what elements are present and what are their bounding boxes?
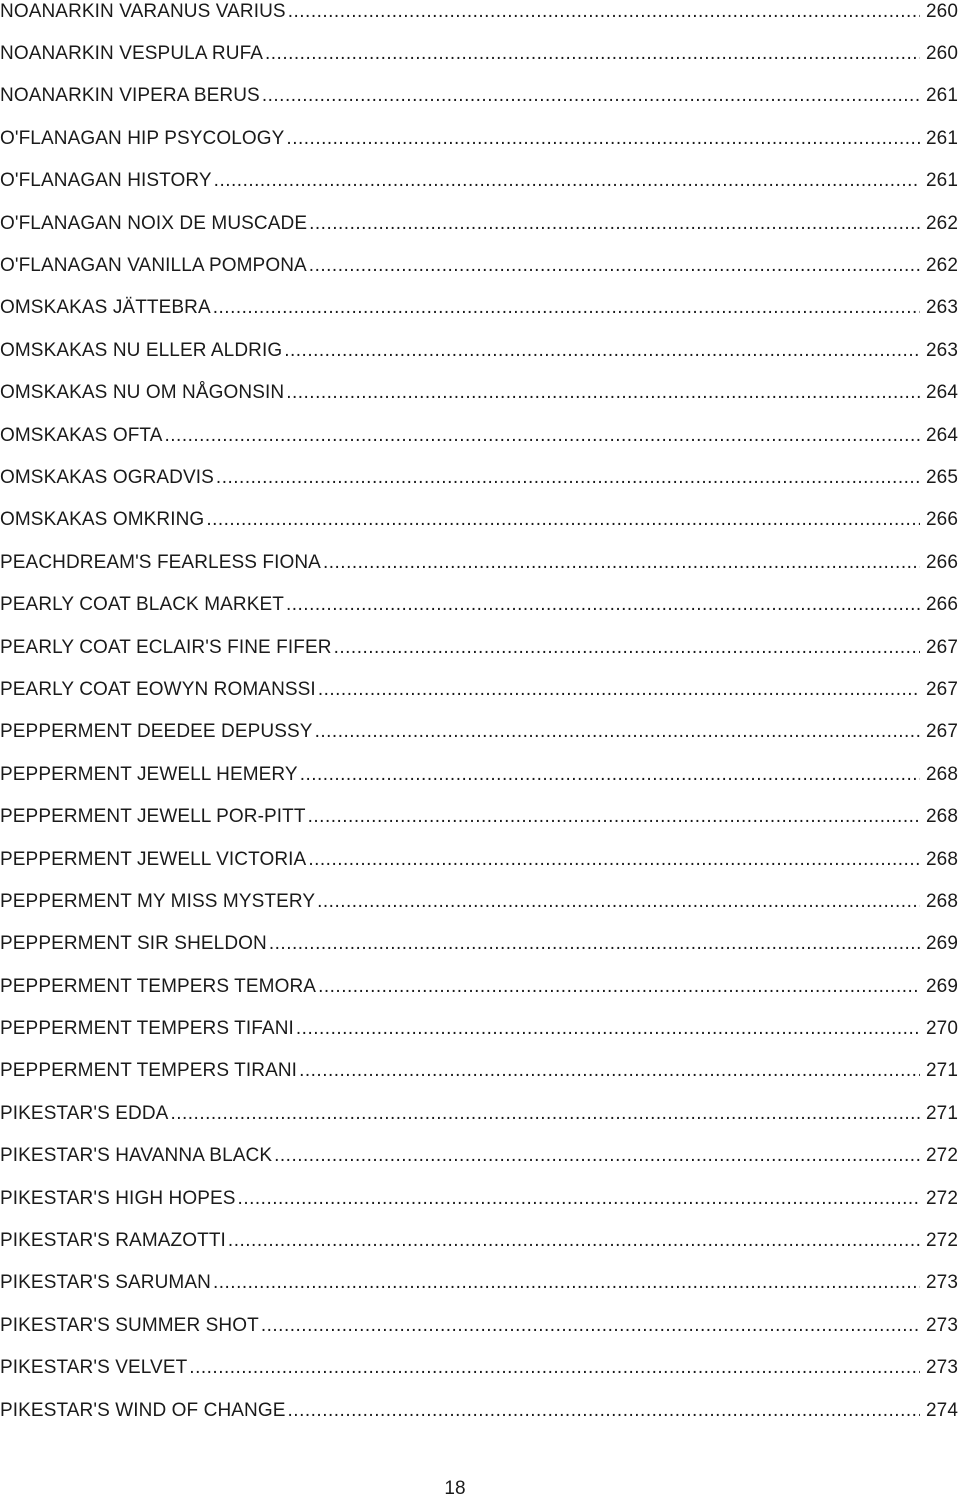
toc-entry-title: O'FLANAGAN VANILLA POMPONA	[0, 255, 307, 277]
toc-entry	[0, 541, 958, 583]
toc-dot-leader	[315, 722, 920, 741]
toc-entry-title: PEPPERMENT TEMPERS TEMORA	[0, 975, 317, 997]
toc-entry-page: 262	[920, 256, 958, 275]
toc-dot-leader	[286, 129, 920, 148]
toc-entry-page: 260	[920, 2, 958, 21]
toc-entry-title: PIKESTAR'S VELVET	[0, 1357, 188, 1379]
toc-dot-leader	[318, 977, 920, 996]
toc-dot-leader	[170, 1104, 920, 1123]
toc-entry-page: 261	[920, 129, 958, 148]
toc-entry-page: 268	[920, 850, 958, 869]
toc-dot-leader	[213, 298, 920, 317]
toc-entry-page: 266	[920, 510, 958, 529]
toc-entry	[0, 160, 958, 202]
toc-entry-page: 261	[920, 86, 958, 105]
toc-entry	[0, 1219, 958, 1261]
toc-dot-leader	[318, 680, 920, 699]
toc-entry-title: OMSKAKAS OMKRING	[0, 509, 205, 531]
toc-entry-page: 264	[920, 426, 958, 445]
toc-dot-leader	[216, 468, 920, 487]
toc-entry-page: 265	[920, 468, 958, 487]
toc-entry-title: PEPPERMENT JEWELL HEMERY	[0, 763, 298, 785]
toc-entry-page: 263	[920, 341, 958, 360]
toc-entry	[0, 795, 958, 837]
toc-entry-page: 269	[920, 934, 958, 953]
toc-entry	[0, 880, 958, 922]
toc-entry-page: 273	[920, 1273, 958, 1292]
toc-entry	[0, 668, 958, 710]
toc-dot-leader	[288, 1401, 920, 1420]
toc-entry-page: 260	[920, 44, 958, 63]
toc-entry-title: PIKESTAR'S SARUMAN	[0, 1272, 211, 1294]
toc-entry	[0, 753, 958, 795]
toc-entry-title: PEPPERMENT SIR SHELDON	[0, 933, 267, 955]
toc-dot-leader	[308, 807, 920, 826]
toc-entry-page: 272	[920, 1189, 958, 1208]
toc-entry-title: PIKESTAR'S SUMMER SHOT	[0, 1314, 259, 1336]
toc-entry-title: PEPPERMENT JEWELL VICTORIA	[0, 848, 307, 870]
toc-entry-title: O'FLANAGAN HIP PSYCOLOGY	[0, 127, 285, 149]
toc-entry	[0, 117, 958, 159]
toc-entry-title: O'FLANAGAN NOIX DE MUSCADE	[0, 212, 308, 234]
toc-dot-leader	[286, 383, 920, 402]
toc-dot-leader	[261, 1316, 920, 1335]
toc-entry-page: 266	[920, 553, 958, 572]
toc-dot-leader	[213, 1273, 920, 1292]
toc-dot-leader	[262, 86, 920, 105]
toc-dot-leader	[309, 214, 920, 233]
toc-entry-title: PEARLY COAT EOWYN ROMANSSI	[0, 678, 316, 700]
toc-entry-title: PIKESTAR'S HAVANNA BLACK	[0, 1145, 273, 1167]
toc-dot-leader	[288, 2, 920, 21]
toc-entry-title: OMSKAKAS NU ELLER ALDRIG	[0, 339, 283, 361]
toc-entry-page: 266	[920, 595, 958, 614]
toc-entry-title: OMSKAKAS OGRADVIS	[0, 466, 214, 488]
toc-entry-page: 271	[920, 1104, 958, 1123]
toc-entry-page: 261	[920, 171, 958, 190]
toc-entry	[0, 499, 958, 541]
toc-entry-title: PEPPERMENT TEMPERS TIRANI	[0, 1060, 298, 1082]
toc-dot-leader	[238, 1189, 920, 1208]
toc-dot-leader	[308, 850, 920, 869]
page-number: 18	[444, 1478, 466, 1499]
toc-entry-title: PEPPERMENT TEMPERS TIFANI	[0, 1018, 294, 1040]
toc-entry-title: OMSKAKAS OFTA	[0, 424, 163, 446]
toc-entry-title: OMSKAKAS NU OM NÅGONSIN	[0, 382, 285, 404]
toc-entry-title: PEPPERMENT DEEDEE DEPUSSY	[0, 721, 313, 743]
toc-entry-page: 270	[920, 1019, 958, 1038]
toc-entry	[0, 923, 958, 965]
toc-entry-page: 267	[920, 680, 958, 699]
toc-entry-page: 264	[920, 383, 958, 402]
toc-dot-leader	[284, 341, 920, 360]
toc-entry-page: 273	[920, 1358, 958, 1377]
toc-dot-leader	[269, 934, 920, 953]
toc-entry-page: 269	[920, 977, 958, 996]
toc-entry	[0, 32, 958, 74]
toc-entry	[0, 329, 958, 371]
toc-entry-page: 268	[920, 892, 958, 911]
toc-entry	[0, 75, 958, 117]
toc-entry	[0, 1177, 958, 1219]
toc-entry-title: O'FLANAGAN HISTORY	[0, 170, 212, 192]
toc-entry-title: PIKESTAR'S RAMAZOTTI	[0, 1230, 226, 1252]
toc-entry-page: 273	[920, 1316, 958, 1335]
toc-entry-page: 268	[920, 765, 958, 784]
toc-dot-leader	[334, 638, 920, 657]
toc-entry	[0, 965, 958, 1007]
toc-dot-leader	[299, 1061, 920, 1080]
toc-entry-title: PEPPERMENT MY MISS MYSTERY	[0, 890, 316, 912]
toc-dot-leader	[214, 171, 920, 190]
toc-dot-leader	[296, 1019, 920, 1038]
toc-entry-title: PIKESTAR'S WIND OF CHANGE	[0, 1399, 286, 1421]
toc-entry	[0, 711, 958, 753]
toc-entry	[0, 0, 958, 32]
toc-entry-title: PEACHDREAM'S FEARLESS FIONA	[0, 551, 321, 573]
toc-dot-leader	[286, 595, 920, 614]
toc-entry-page: 271	[920, 1061, 958, 1080]
toc-entry-title: PEPPERMENT JEWELL POR-PITT	[0, 806, 306, 828]
toc-entry	[0, 1007, 958, 1049]
toc-dot-leader	[300, 765, 920, 784]
toc-entry	[0, 1135, 958, 1177]
toc-entry	[0, 287, 958, 329]
toc-dot-leader	[323, 553, 920, 572]
toc-entry	[0, 244, 958, 286]
toc-dot-leader	[164, 426, 920, 445]
toc-entry	[0, 414, 958, 456]
toc-entry	[0, 372, 958, 414]
toc-entry	[0, 583, 958, 625]
toc-entry	[0, 1050, 958, 1092]
toc-dot-leader	[309, 256, 920, 275]
toc-entry-title: OMSKAKAS JÄTTEBRA	[0, 297, 211, 319]
toc-entry-page: 272	[920, 1146, 958, 1165]
toc-entry-page: 263	[920, 298, 958, 317]
toc-dot-leader	[189, 1358, 920, 1377]
toc-entry	[0, 1347, 958, 1389]
toc-entry-page: 267	[920, 638, 958, 657]
toc-entry	[0, 626, 958, 668]
toc-dot-leader	[228, 1231, 920, 1250]
toc-entry-title: PIKESTAR'S EDDA	[0, 1102, 169, 1124]
toc-entry-page: 268	[920, 807, 958, 826]
toc-dot-leader	[265, 44, 920, 63]
toc-entry	[0, 1304, 958, 1346]
toc-entry-title: NOANARKIN VIPERA BERUS	[0, 85, 260, 107]
toc-entry-title: PIKESTAR'S HIGH HOPES	[0, 1187, 236, 1209]
toc-entry-page: 262	[920, 214, 958, 233]
toc-entry	[0, 202, 958, 244]
toc-entry	[0, 1092, 958, 1134]
toc-entry-page: 274	[920, 1401, 958, 1420]
toc-entry	[0, 1262, 958, 1304]
toc-dot-leader	[206, 510, 920, 529]
toc-entry-page: 267	[920, 722, 958, 741]
toc-dot-leader	[317, 892, 920, 911]
toc-entry-page: 272	[920, 1231, 958, 1250]
toc-dot-leader	[274, 1146, 920, 1165]
toc-entry-title: PEARLY COAT ECLAIR'S FINE FIFER	[0, 636, 332, 658]
toc-entry	[0, 1389, 958, 1431]
toc-entry	[0, 456, 958, 498]
toc-entry-title: PEARLY COAT BLACK MARKET	[0, 594, 284, 616]
toc-entry-title: NOANARKIN VESPULA RUFA	[0, 43, 263, 65]
toc-entry	[0, 838, 958, 880]
toc-entry-title: NOANARKIN VARANUS VARIUS	[0, 0, 286, 22]
